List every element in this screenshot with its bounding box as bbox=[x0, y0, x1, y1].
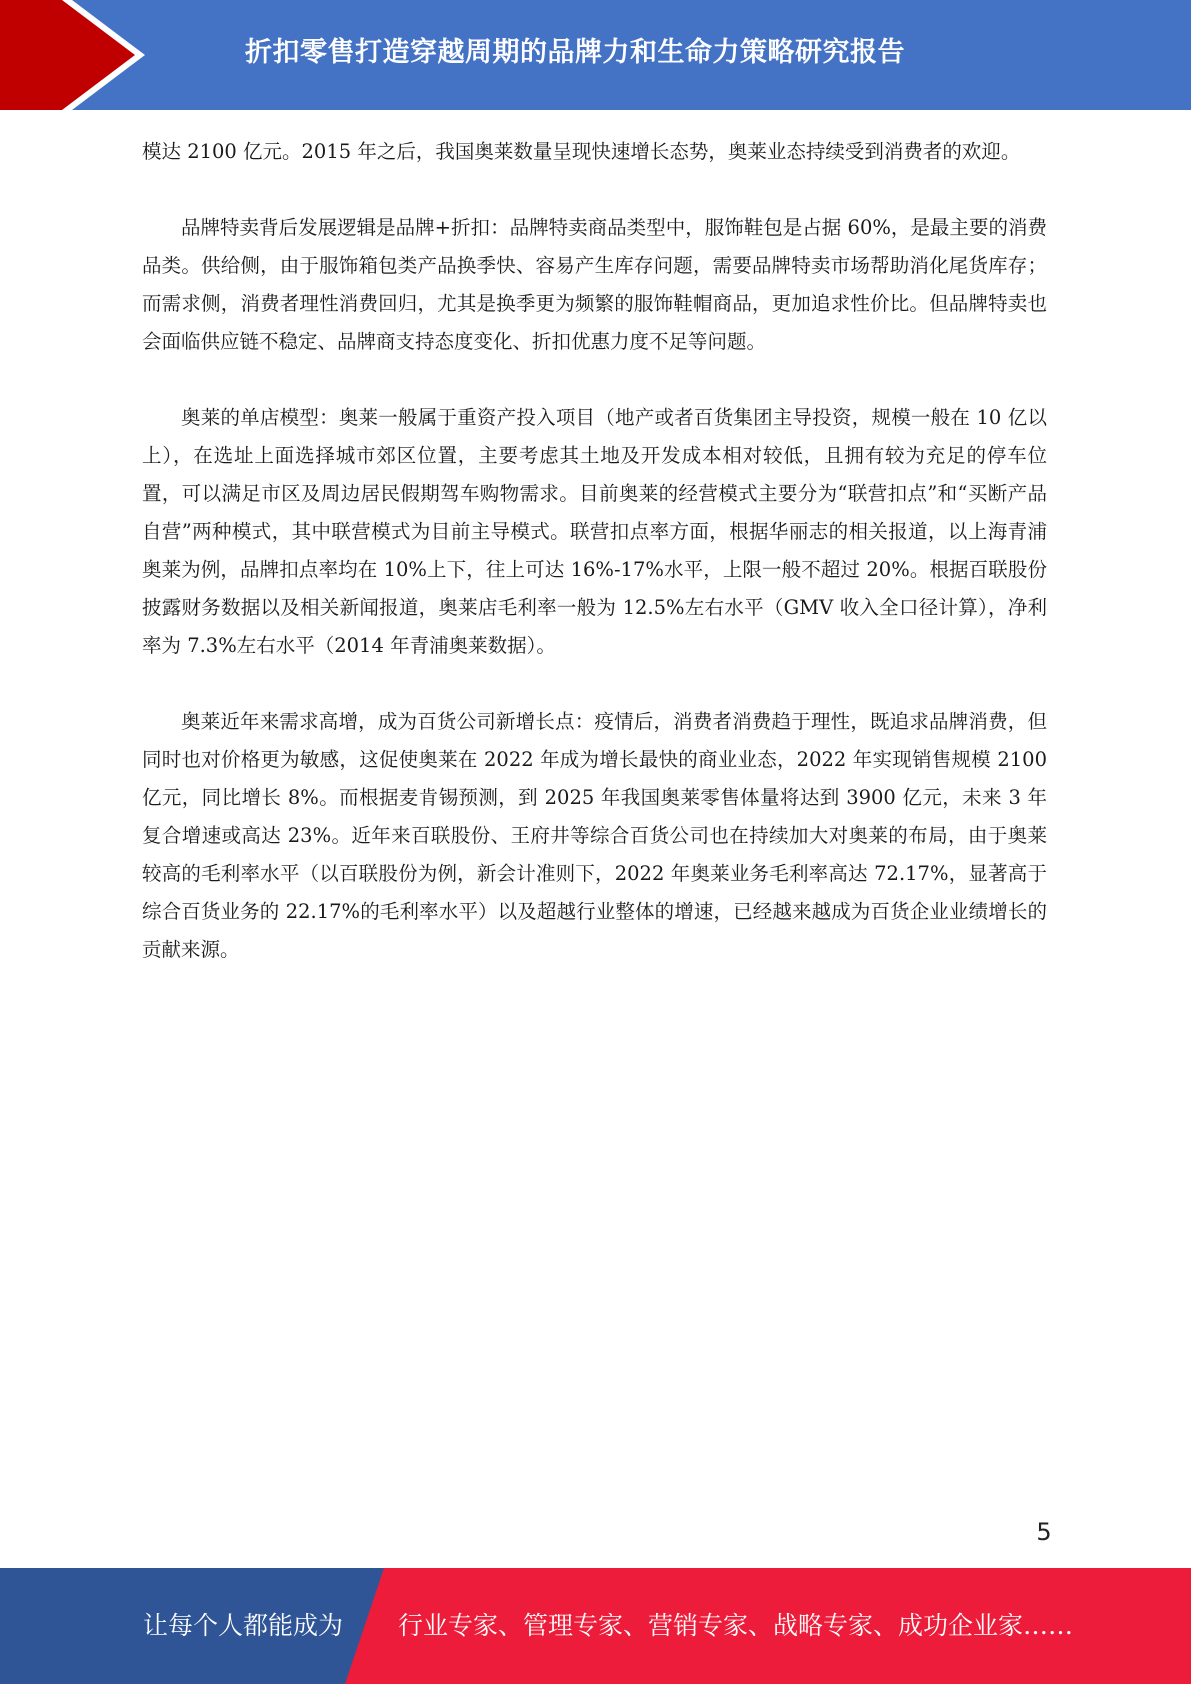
body-content bbox=[142, 133, 1047, 1007]
report-title: 折扣零售打造穿越周期的品牌力和生命力策略研究报告 bbox=[245, 37, 905, 68]
footer-slogan-right: 行业专家、管理专家、营销专家、战略专家、成功企业家…… bbox=[398, 1611, 1074, 1640]
footer-slogan-left: 让每个人都能成为 bbox=[143, 1611, 344, 1640]
paragraph-outlet-store-model: 奥莱的单店模型：奥莱一般属于重资产投入项目（地产或者百货集团主导投资，规模一般在 10 亿以上），在选址上面选择城市郊区位置，主要考虑其土地及开发成本相对较低，且拥有较为充足的停车位置，可以满足市区及周边居民假期驾车购物需求。目前奥莱的经营模式主要分为“联营扣点”和“买断产品自营”两种模式，其中联营模式为目前主导模式。联营扣点率方面，根据华丽志的相关报道，以上海青浦奥莱为例，品牌扣点率均在 10%上下，往上可达 16%-17%水平，上限一般不超过 20%。根据百联股份披露财务数据以及相关新闻报道，奥莱店毛利率一般为 12.5%左右水平（GMV 收入全口径计算），净利率为 7.3%左右水平（2014 年青浦奥莱数据）。 bbox=[142, 406, 1047, 657]
paragraph-continuation: 模达 2100 亿元。2015 年之后，我国奥莱数量呈现快速增长态势，奥莱业态持续受到消费者的欢迎。 bbox=[142, 140, 1021, 163]
header-chevron-icon bbox=[0, 0, 160, 110]
paragraph-outlet-demand-growth: 奥莱近年来需求高增，成为百货公司新增长点：疫情后，消费者消费趋于理性，既追求品牌消费，但同时也对价格更为敏感，这促使奥莱在 2022 年成为增长最快的商业业态，2022 年实现销售规模 2100 亿元，同比增长 8%。而根据麦肯锡预测，到 2025 年我国奥莱零售体量将达到 3900 亿元，未来 3 年复合增速或高达 23%。近年来百联股份、王府井等综合百货公司也在持续加大对奥莱的布局，由于奥莱较高的毛利率水平（以百联股份为例，新会计准则下，2022 年奥莱业务毛利率高达 72.17%，显著高于综合百货业务的 22.17%的毛利率水平）以及超越行业整体的增速，已经越来越成为百货企业业绩增长的贡献来源。 bbox=[142, 710, 1047, 961]
footer-band bbox=[0, 1568, 1191, 1684]
paragraph-brand-discount: 品牌特卖背后发展逻辑是品牌+折扣：品牌特卖商品类型中，服饰鞋包是占据 60%，是最主要的消费品类。供给侧，由于服饰箱包类产品换季快、容易产生库存问题，需要品牌特卖市场帮助消化尾货库存；而需求侧，消费者理性消费回归，尤其是换季更为频繁的服饰鞋帽商品，更加追求性价比。但品牌特卖也会面临供应链不稳定、品牌商支持态度变化、折扣优惠力度不足等问题。 bbox=[142, 216, 1047, 353]
page-number: 5 bbox=[1036, 1518, 1052, 1546]
header-band bbox=[0, 0, 1191, 110]
